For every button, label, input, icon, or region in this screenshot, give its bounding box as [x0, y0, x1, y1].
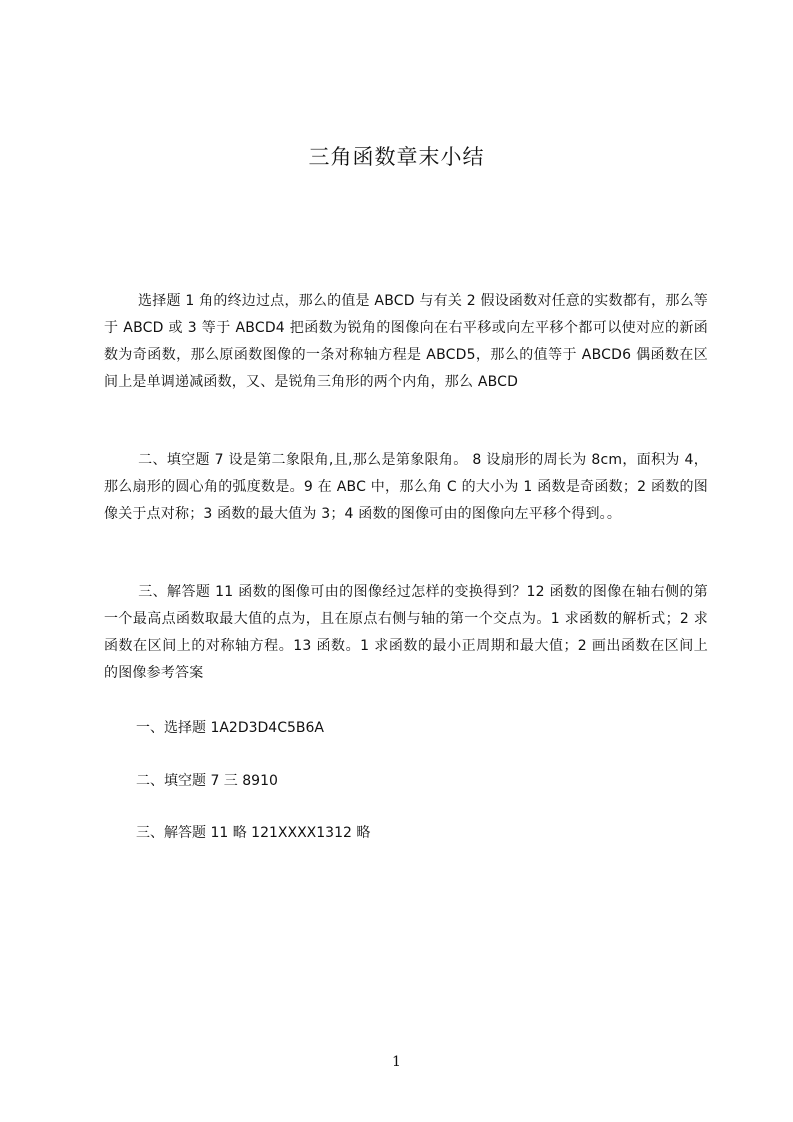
answer-multiple-choice: 一、选择题 1A2D3D4C5B6A [136, 720, 324, 736]
section-text: 二、填空题 7 设是第二象限角,且,那么是第象限角。 8 设扇形的周长为 8cm，面积为 4，那么扇形的圆心角的弧度数是。9 在 ABC 中，那么角 C 的大小为 1 函数是奇函数；2 函数的图像关于点对称；3 函数的最大值为 3；4 函数的图像可由的图像向左平移个得到。。 [104, 452, 708, 522]
section-text: 三、解答题 11 函数的图像可由的图像经过怎样的变换得到？12 函数的图像在轴右侧的第一个最高点函数取最大值的点为，且在原点右侧与轴的第一个交点为。1 求函数的解析式；2 求函数在区间上的对称轴方程。13 函数。1 求函数的最小正周期和最大值；2 画出函数在区间上的图像参考答案 [104, 584, 708, 681]
section-text: 选择题 1 角的终边过点，那么的值是 ABCD 与有关 2 假设函数对任意的实数都有，那么等于 ABCD 或 3 等于 ABCD4 把函数为锐角的图像向在右平移或向左平移个都可以使对应的新函数为奇函数，那么原函数图像的一条对称轴方程是 ABCD5，那么的值等于 ABCD6 偶函数在区间上是单调递减函数，又、是锐角三角形的两个内角，那么 ABCD [104, 293, 708, 390]
page-number: 1 [392, 1054, 401, 1070]
page-title: 三角函数章末小结 [308, 145, 485, 169]
answer-fill-in-blank: 二、填空题 7 三 8910 [136, 773, 278, 789]
answer-solve-problems: 三、解答题 11 略 121XXXX1312 略 [136, 825, 371, 841]
section-multiple-choice [104, 288, 708, 396]
section-solve-problems [104, 579, 708, 687]
section-fill-in-blank [104, 447, 708, 528]
